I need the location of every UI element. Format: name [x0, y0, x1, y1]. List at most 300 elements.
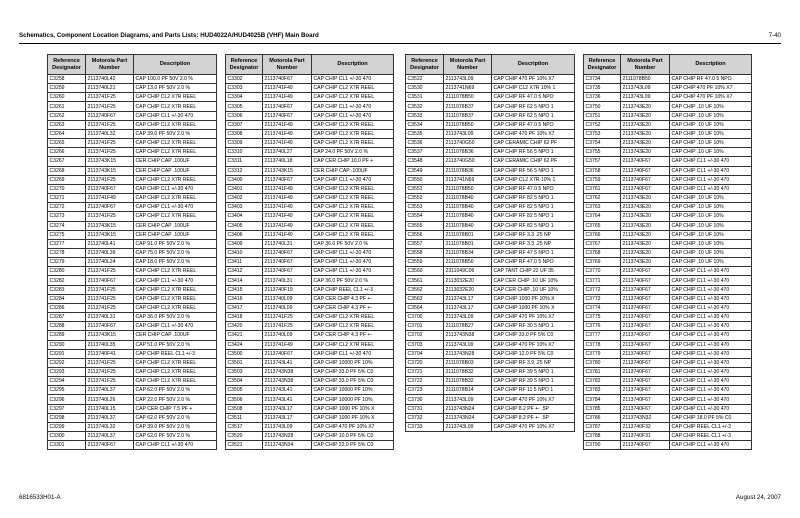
table-row [226, 267, 394, 276]
description: CAP CHIP CL1 +/-30 470 [312, 111, 394, 120]
table-row [406, 285, 575, 294]
part-number: 2113741F49 [263, 120, 312, 129]
table-row [48, 175, 217, 184]
part-number: 2113741F25 [86, 148, 134, 157]
table-row [226, 285, 394, 294]
description: CAP CHIP 33.0 PF 5% C0 [312, 368, 394, 377]
description: CAP CHIP CL1 +/-30 470 [670, 349, 752, 358]
part-number: 2113741F49 [263, 203, 312, 212]
description: CAP CHIP RF 11 5 NPO 1 [492, 386, 575, 395]
reference-designator: C3733 [406, 422, 444, 431]
description: CAP CHIP REEL CL1 +/-3 [670, 422, 752, 431]
description: CAP CHIP RF 39 5 NPO 1 [492, 377, 575, 386]
part-number: 2113743L17 [263, 413, 312, 422]
part-number: 2113743K15 [86, 166, 134, 175]
reference-designator: C3294 [48, 377, 86, 386]
part-number: 2113740L39 [86, 248, 134, 257]
table-row [226, 395, 394, 404]
parts-table-body [584, 75, 752, 450]
parts-table-body [226, 75, 394, 450]
table-row [226, 377, 394, 386]
description: CER CHIP CAP .100UF [134, 166, 217, 175]
description: CAP CHIP CL1 +/-30 470 [312, 102, 394, 111]
part-number: 2113740F32 [621, 422, 670, 431]
description: CAP CHIP CL2 X7R REEL [134, 294, 217, 303]
description: CAP CHIP .10 UF 10% [670, 120, 752, 129]
part-number: 2113740L37 [86, 386, 134, 395]
table-row [226, 203, 394, 212]
description: CAP CHIP CL1 +/-30 470 [134, 184, 217, 193]
table-row [406, 175, 575, 184]
table-row [406, 203, 575, 212]
part-number: 2113741F49 [86, 194, 134, 203]
reference-designator: C3401 [226, 184, 263, 193]
reference-designator: C3556 [406, 230, 444, 239]
part-number: 2113741F49 [263, 340, 312, 349]
table-row [406, 294, 575, 303]
description: CAP CHIP .10 UF 10% [670, 212, 752, 221]
part-number: 2113743N38 [263, 368, 312, 377]
description: CAP 91.0 PF 50V 2.0 % [134, 239, 217, 248]
reference-designator: C3555 [406, 221, 444, 230]
table-row [226, 432, 394, 441]
col-header-part: Motorola Part Number [444, 55, 492, 75]
description: CAP 75.0 PF 50V 2.0 % [134, 248, 217, 257]
part-number: 2111078B37 [444, 102, 492, 111]
table-row [226, 413, 394, 422]
description: CAP CHIP 33.0 PF 5% C0 [312, 377, 394, 386]
table-row [406, 386, 575, 395]
table-row [584, 331, 752, 340]
reference-designator: C3732 [406, 413, 444, 422]
description: CAP CHIP RF 56 5 NPO 1 [492, 148, 575, 157]
description: CAP CHIP CL2 X7R REEL [312, 322, 394, 331]
description: CER CHIP CAP .100UF [134, 230, 217, 239]
table-row [226, 358, 394, 367]
reference-designator: C3304 [226, 93, 263, 102]
part-number: 2113740F67 [621, 368, 670, 377]
description: CAP CHIP CL1 +/-30 470 [312, 248, 394, 257]
table-row [226, 212, 394, 221]
reference-designator: C3537 [406, 148, 444, 157]
description: CAP CHIP 470 PF 10% X7 [492, 313, 575, 322]
description: CAP CHIP RF 3.3 .25 NP [492, 230, 575, 239]
part-number: 2113743L09 [263, 422, 312, 431]
part-number: 2111078B03 [444, 358, 492, 367]
description: CAP CHIP CL1 +/-30 470 [134, 441, 217, 450]
description: CAP 22.0 PF 50V 2.0 % [134, 395, 217, 404]
table-row [48, 413, 217, 422]
description: CAP CHIP .10 UF 10% [670, 239, 752, 248]
reference-designator: C3505 [226, 386, 263, 395]
description: CAP CHIP RF 82 5 NPO 1 [492, 212, 575, 221]
table-row [226, 129, 394, 138]
part-number: 2113743N38 [263, 377, 312, 386]
reference-designator: C3277 [48, 239, 86, 248]
reference-designator: C3400 [226, 175, 263, 184]
description: CAP CHIP CL1 +/-30 470 [670, 157, 752, 166]
description: CAP CHIP CL2 X7R REEL [312, 212, 394, 221]
table-row [406, 313, 575, 322]
table-row [584, 148, 752, 157]
description: CAP CHIP .10 UF 10% [670, 221, 752, 230]
reference-designator: C3282 [48, 276, 86, 285]
part-number: 2111078B01 [444, 230, 492, 239]
part-number: 2111078B32 [444, 368, 492, 377]
reference-designator: C3562 [406, 285, 444, 294]
reference-designator: C3551 [406, 184, 444, 193]
part-number: 2113743N28 [444, 349, 492, 358]
part-number: 2111078B50 [444, 120, 492, 129]
description: CAP TANT CHIP 22 UF 35 [492, 267, 575, 276]
description: CAP CHIP 1000 PF 10% X [492, 303, 575, 312]
part-number: 2113740F67 [621, 340, 670, 349]
part-number: 2113741F49 [263, 93, 312, 102]
table-row [226, 322, 394, 331]
reference-designator: C3564 [406, 303, 444, 312]
description: CAP CHIP REEL CL1 +/-3 [670, 432, 752, 441]
part-number: 2113740F67 [621, 303, 670, 312]
table-row [584, 294, 752, 303]
table-row [226, 386, 394, 395]
reference-designator: C3293 [48, 368, 86, 377]
part-number: 2111078B36 [444, 148, 492, 157]
reference-designator: C3522 [406, 75, 444, 84]
table-row [584, 386, 752, 395]
reference-designator: C3750 [584, 102, 621, 111]
table-row [584, 139, 752, 148]
description: CAP CER CHIP 4.3 PF +- [312, 294, 394, 303]
reference-designator: C3287 [48, 313, 86, 322]
description: CAP CER CHIP 4.3 PF +- [312, 331, 394, 340]
reference-designator: C3721 [406, 368, 444, 377]
table-row [226, 313, 394, 322]
table-row [406, 139, 575, 148]
part-number: 2113741F49 [263, 230, 312, 239]
part-number: 2113740F67 [86, 184, 134, 193]
table-row [48, 139, 217, 148]
description: CAP 36.0 PF 50V 2.0 % [312, 239, 394, 248]
part-number: 2113740F67 [621, 395, 670, 404]
part-number: 2113743N28 [263, 432, 312, 441]
table-row [584, 111, 752, 120]
part-number: 2113740F67 [621, 166, 670, 175]
description: CAP CHIP CL2 X7R REEL [312, 129, 394, 138]
parts-table-body [406, 75, 575, 432]
table-row [584, 93, 752, 102]
description: CAP CHIP CL1 +/-30 470 [670, 294, 752, 303]
description: CAP CHIP 470 PF 10% X7 [312, 422, 394, 431]
table-row [584, 120, 752, 129]
part-number: 2113741F49 [263, 194, 312, 203]
description: CAP CHIP CL2 X7R REEL [134, 175, 217, 184]
description: CAP CHIP RF 3.9 .25 NP [492, 358, 575, 367]
part-number: 2113743L09 [444, 422, 492, 431]
part-number: 2311049C06 [444, 267, 492, 276]
part-number: 2113743E20 [621, 111, 670, 120]
page-footer [19, 494, 781, 504]
reference-designator: C3723 [406, 386, 444, 395]
table-row [48, 349, 217, 358]
description: CAP CHIP 8.2 PF +- .5P [492, 404, 575, 413]
reference-designator: C3731 [406, 404, 444, 413]
table-row [406, 166, 575, 175]
part-number: 2113740F67 [86, 203, 134, 212]
reference-designator: C3751 [584, 111, 621, 120]
part-number: 2113740F41 [86, 349, 134, 358]
description: CAP CHIP CL2 X7R REEL [134, 285, 217, 294]
description: CAP CHIP CL1 +/-30 470 [670, 331, 752, 340]
parts-table-1 [47, 54, 217, 450]
description: CAP CHIP 470 PF 10% X7 [492, 75, 575, 84]
part-number: 2113743L17 [263, 404, 312, 413]
table-row [406, 368, 575, 377]
part-number: 2113740F67 [263, 75, 312, 84]
reference-designator: C3503 [226, 368, 263, 377]
reference-designator: C3782 [584, 377, 621, 386]
reference-designator: C3259 [48, 84, 86, 93]
table-row [584, 239, 752, 248]
reference-designator: C3773 [584, 294, 621, 303]
table-row [584, 395, 752, 404]
table-row [226, 258, 394, 267]
description: CAP CHIP 470 PF 10% X7 [492, 129, 575, 138]
part-number: 2113741F25 [263, 313, 312, 322]
table-row [406, 395, 575, 404]
table-row [406, 157, 575, 166]
description: CAP CHIP CL1 +/-30 470 [670, 377, 752, 386]
part-number: 2113743L09 [444, 75, 492, 84]
description: CAP CHIP CL2 X7R REEL [134, 267, 217, 276]
part-number: 2113743L09 [444, 313, 492, 322]
description: CAP CHIP CL1 +/-30 470 [312, 175, 394, 184]
part-number: 2113741F25 [86, 102, 134, 111]
table-row [226, 221, 394, 230]
table-row [584, 404, 752, 413]
table-row [226, 84, 394, 93]
reference-designator: C3557 [406, 239, 444, 248]
table-row [226, 441, 394, 450]
part-number: 2111078B40 [444, 212, 492, 221]
part-number: 2111078B40 [444, 203, 492, 212]
part-number: 2113743L17 [444, 294, 492, 303]
reference-designator: C3411 [226, 258, 263, 267]
col-header-part: Motorola Part Number [621, 55, 670, 75]
part-number: 2113743L09 [444, 395, 492, 404]
part-number: 2113740L31 [86, 313, 134, 322]
table-row [226, 248, 394, 257]
col-header-ref: Reference Designator [226, 55, 263, 75]
table-row [584, 276, 752, 285]
table-row [48, 258, 217, 267]
reference-designator: C3763 [584, 203, 621, 212]
reference-designator: C3774 [584, 303, 621, 312]
table-row [48, 148, 217, 157]
table-row [226, 303, 394, 312]
part-number: 2111078B14 [444, 386, 492, 395]
table-row [48, 166, 217, 175]
reference-designator: C3703 [406, 340, 444, 349]
reference-designator: C3301 [48, 441, 86, 450]
part-number: 2113740L37 [86, 432, 134, 441]
description: CAP CHIP RF 82 5 NPO 1 [492, 194, 575, 203]
description: CAP CHIP CL1 +/-30 470 [670, 395, 752, 404]
table-row [48, 386, 217, 395]
reference-designator: C3701 [406, 322, 444, 331]
part-number: 2113740L24 [86, 258, 134, 267]
table-row [584, 194, 752, 203]
table-row [406, 377, 575, 386]
reference-designator: C3779 [584, 349, 621, 358]
reference-designator: C3766 [584, 230, 621, 239]
reference-designator: C3289 [48, 331, 86, 340]
description: CAP CHIP .10 UF 10% [670, 102, 752, 111]
reference-designator: C3772 [584, 285, 621, 294]
reference-designator: C3753 [584, 129, 621, 138]
description: CAP CHIP CL1 +/-30 470 [134, 276, 217, 285]
part-number: 2113740F67 [621, 294, 670, 303]
part-number: 2113743L41 [263, 358, 312, 367]
table-row [584, 422, 752, 431]
reference-designator: C3517 [226, 422, 263, 431]
table-row [584, 75, 752, 84]
col-header-ref: Reference Designator [584, 55, 621, 75]
description: CAP CHIP CL2 X7R REEL [134, 148, 217, 157]
reference-designator: C3536 [406, 139, 444, 148]
description: CAP CHIP CL2 X7R REEL [312, 340, 394, 349]
table-row [48, 294, 217, 303]
description: CAP CHIP CL1 +/-30 470 [670, 285, 752, 294]
table-row [584, 322, 752, 331]
reference-designator: C3560 [406, 267, 444, 276]
description: CAP CHIP CL2 X7R REEL [312, 194, 394, 203]
description: CAP CHIP CL1 +/-30 470 [670, 166, 752, 175]
table-row [406, 93, 575, 102]
description: CAP CHIP RF 47.0 5 NPO [492, 184, 575, 193]
reference-designator: C3758 [584, 166, 621, 175]
reference-designator: C3769 [584, 258, 621, 267]
table-row [406, 212, 575, 221]
description: CAP CHIP CL1 +/-30 470 [670, 276, 752, 285]
reference-designator: C3405 [226, 221, 263, 230]
part-number: 2113740L26 [86, 395, 134, 404]
table-row [226, 404, 394, 413]
part-number: 2113740L09 [263, 303, 312, 312]
part-number: 2113740F67 [621, 267, 670, 276]
reference-designator: C3291 [48, 349, 86, 358]
table-row [48, 239, 217, 248]
reference-designator: C3284 [48, 294, 86, 303]
reference-designator: C3550 [406, 175, 444, 184]
reference-designator: C3521 [226, 441, 263, 450]
table-row [406, 120, 575, 129]
description: CAP CHIP CL2 X7R REEL [312, 203, 394, 212]
part-number: 2113741F25 [86, 294, 134, 303]
table-row [584, 203, 752, 212]
reference-designator: C3402 [226, 194, 263, 203]
table-row [48, 230, 217, 239]
description: CAP CHIP 1000 PF 10% X [312, 404, 394, 413]
reference-designator: C3279 [48, 258, 86, 267]
table-row [48, 368, 217, 377]
part-number: 2111078B27 [444, 322, 492, 331]
table-row [406, 148, 575, 157]
reference-designator: C3412 [226, 267, 263, 276]
reference-designator: C3414 [226, 276, 263, 285]
part-number: 2113740F67 [621, 175, 670, 184]
table-row [406, 267, 575, 276]
col-header-desc: Description [312, 55, 394, 75]
description: CAP CHIP 22.0 PF 5% C0 [312, 441, 394, 450]
table-row [48, 102, 217, 111]
table-row [406, 248, 575, 257]
table-row [226, 276, 394, 285]
part-number: 2113743E20 [621, 248, 670, 257]
reference-designator: C3784 [584, 395, 621, 404]
parts-table-4 [583, 54, 752, 450]
reference-designator: C3508 [226, 404, 263, 413]
parts-table-3 [405, 54, 575, 432]
table-row [48, 285, 217, 294]
table-row [226, 102, 394, 111]
description: CAP CHIP 470 PF 10% X7 [670, 93, 752, 102]
reference-designator: C3771 [584, 276, 621, 285]
part-number: 2113741F49 [263, 139, 312, 148]
part-number: 2113741F25 [86, 93, 134, 102]
description: CAP CHIP 10.0 PF 5% C0 [312, 432, 394, 441]
part-number: 2113743L41 [263, 386, 312, 395]
description: CAP CHIP CL2 X7R REEL [134, 120, 217, 129]
table-row [48, 395, 217, 404]
reference-designator: C3264 [48, 129, 86, 138]
table-row [226, 75, 394, 84]
part-number: 2113740F67 [621, 404, 670, 413]
table-row [226, 111, 394, 120]
table-row [226, 166, 394, 175]
table-row [48, 129, 217, 138]
description: CAP CHIP CL2 X7R REEL [312, 120, 394, 129]
description: CAP CHIP CL1 +/-30 470 [134, 111, 217, 120]
reference-designator: C3532 [406, 102, 444, 111]
description: CAP CHIP CL2 X7R REEL [134, 212, 217, 221]
description: CAP CHIP RF 47 5 NPO 1 [492, 248, 575, 257]
part-number: 2113743N38 [444, 331, 492, 340]
table-row [584, 129, 752, 138]
reference-designator: C3273 [48, 212, 86, 221]
description: CAP CHIP CL2 X7R REEL [312, 139, 394, 148]
reference-designator: C3757 [584, 157, 621, 166]
part-number: 2113740L42 [86, 75, 134, 84]
description: CAP CHIP CL2 X7R REEL [134, 194, 217, 203]
description: CAP CHIP .10 UF 10% [670, 203, 752, 212]
table-row [48, 111, 217, 120]
part-number: 2113743E20 [621, 129, 670, 138]
table-row [584, 432, 752, 441]
part-number: 2113743K15 [86, 230, 134, 239]
table-row [584, 175, 752, 184]
reference-designator: C3310 [226, 148, 263, 157]
part-number: 2111078B50 [621, 75, 670, 84]
part-number: 2113740F67 [263, 258, 312, 267]
description: CAP CER CHIP .10 UF 10% [492, 276, 575, 285]
description: CAP CHIP CL1 +/-30 470 [670, 322, 752, 331]
description: CAP CHIP CL2 X7R REEL [134, 368, 217, 377]
part-number: 2113740G50 [444, 139, 492, 148]
part-number: 2113743K15 [86, 221, 134, 230]
description: CAP 39.0 PF 50V 2.0 % [134, 129, 217, 138]
part-number: 2113741F25 [86, 285, 134, 294]
table-row [584, 230, 752, 239]
